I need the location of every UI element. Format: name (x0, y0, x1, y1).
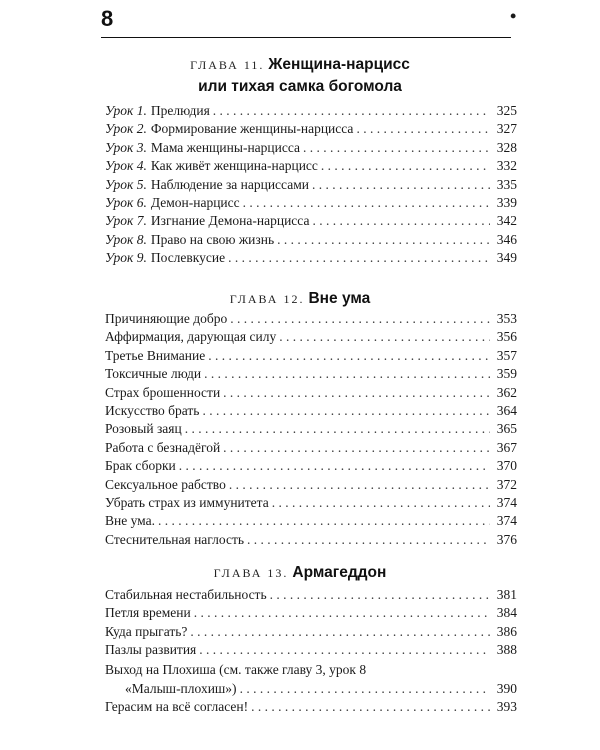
entry-title: Третье Внимание (105, 347, 206, 363)
toc-entry[interactable] (105, 531, 517, 549)
dot-leader (229, 476, 490, 494)
dot-leader (223, 439, 490, 457)
dot-leader (185, 420, 490, 438)
toc-entry[interactable] (105, 347, 517, 365)
dot-leader (240, 680, 490, 698)
entry-page: 335 (496, 176, 517, 192)
page-number: 8 (101, 6, 114, 31)
entry-title: Стеснительная наглость (105, 531, 245, 547)
dot-leader (194, 604, 490, 622)
entry-page: 384 (496, 605, 517, 621)
entry-title: Аффирмация, дарующая силу (105, 329, 277, 345)
entry-page: 327 (496, 121, 517, 137)
entry-title: Формирование женщины-нарцисса (150, 121, 354, 137)
entry-page: 353 (496, 311, 517, 326)
entry-page: 364 (496, 402, 517, 418)
toc-entry[interactable] (105, 212, 517, 230)
entry-page: 393 (496, 698, 517, 714)
entry-page: 362 (496, 384, 517, 400)
entry-page: 349 (496, 250, 517, 266)
toc-entry[interactable] (105, 623, 517, 641)
toc-entry[interactable] (105, 641, 517, 659)
entry-title: Убрать страх из иммунитета (105, 494, 269, 510)
chapter-12-title: Вне ума (308, 290, 371, 307)
entry-title: Демон-нарцисс (150, 194, 240, 210)
entry-page: 356 (496, 329, 517, 345)
entry-page: 374 (496, 513, 517, 529)
chapter-12-toc (105, 310, 517, 549)
entry-page: 328 (496, 139, 517, 155)
toc-entry[interactable] (105, 586, 517, 604)
entry-title: Выход на Плохиша (см. также главу 3, урок 8 (105, 661, 367, 677)
toc-entry[interactable] (105, 457, 517, 475)
dot-leader (279, 328, 490, 346)
entry-title: Изгнание Демона-нарцисса (150, 213, 310, 229)
entry-page: 372 (496, 476, 517, 492)
dot-leader (202, 402, 490, 420)
chapter-12-label: ГЛАВА 12. (229, 292, 305, 306)
entry-title: Пазлы развития (105, 642, 197, 658)
header-rule (101, 37, 511, 38)
dot-leader (179, 457, 490, 475)
entry-page: 370 (496, 458, 517, 474)
entry-page: 367 (496, 439, 517, 455)
entry-title: Страх брошенности (105, 384, 221, 400)
toc-entry[interactable] (105, 157, 517, 175)
toc-entry[interactable] (105, 698, 517, 716)
entry-title: Как живёт женщина-нарцисс (150, 158, 318, 174)
toc-entry[interactable] (105, 402, 517, 420)
dot-leader (247, 531, 490, 549)
dot-leader (228, 249, 490, 267)
entry-page: 376 (496, 531, 517, 547)
toc-entry[interactable] (105, 310, 517, 328)
entry-page: 346 (496, 231, 517, 247)
toc-entry[interactable] (105, 365, 517, 383)
dot-leader (213, 102, 490, 120)
toc-entry[interactable] (105, 439, 517, 457)
entry-page: 374 (496, 494, 517, 510)
entry-page: 390 (496, 680, 517, 696)
toc-entry[interactable] (105, 512, 517, 530)
dot-leader (303, 139, 490, 157)
lesson-label: Урок 2. (105, 121, 147, 137)
entry-title: Брак сборки (105, 458, 176, 474)
dot-leader (321, 157, 490, 175)
header-bullet: • (510, 6, 517, 26)
chapter-11-heading-line2 (0, 78, 600, 96)
lesson-label: Урок 9. (105, 250, 147, 266)
dot-leader (356, 120, 490, 138)
dot-leader (272, 494, 490, 512)
lesson-label: Урок 5. (105, 176, 147, 192)
dot-leader (270, 586, 490, 604)
entry-title: Прелюдия (150, 103, 210, 118)
entry-title: Герасим на всё согласен! (105, 698, 249, 714)
entry-title: Работа с безнадёгой (105, 439, 221, 455)
toc-entry[interactable] (105, 120, 517, 138)
toc-entry[interactable] (105, 139, 517, 157)
entry-page: 339 (496, 194, 517, 210)
dot-leader (208, 347, 490, 365)
dot-leader (277, 231, 490, 249)
entry-title: Сексуальное рабство (105, 476, 226, 492)
chapter-11-heading (0, 56, 600, 74)
chapter-13-label: ГЛАВА 13. (213, 566, 289, 580)
entry-title: Искусство брать (105, 402, 200, 418)
entry-page: 388 (496, 642, 517, 658)
lesson-label: Урок 4. (105, 158, 147, 174)
entry-page: 359 (496, 366, 517, 382)
entry-page: 325 (496, 103, 517, 118)
chapter-13-heading (0, 564, 600, 582)
toc-entry[interactable] (105, 328, 517, 346)
toc-entry[interactable] (105, 476, 517, 494)
dot-leader (312, 212, 490, 230)
entry-title: Вне ума. (105, 513, 155, 529)
toc-entry[interactable] (105, 176, 517, 194)
entry-title: Послевкусие (150, 250, 226, 266)
toc-entry[interactable] (105, 384, 517, 402)
entry-title: Стабильная нестабильность (105, 587, 267, 602)
dot-leader (251, 698, 490, 716)
entry-page: 365 (496, 421, 517, 437)
dot-leader (223, 384, 490, 402)
dot-leader (312, 176, 490, 194)
dot-leader (204, 365, 490, 383)
entry-title: Наблюдение за нарциссами (150, 176, 309, 192)
entry-title: Право на свою жизнь (150, 231, 275, 247)
lesson-label: Урок 7. (105, 213, 147, 229)
toc-entry[interactable] (105, 249, 517, 267)
toc-entry[interactable] (105, 660, 517, 680)
chapter-12-heading (0, 290, 600, 308)
lesson-label: Урок 3. (105, 139, 147, 155)
entry-title: Розовый заяц (105, 421, 182, 437)
lesson-label: Урок 6. (105, 194, 147, 210)
chapter-11-label: ГЛАВА 11. (190, 58, 265, 72)
entry-title: Куда прыгать? (105, 623, 188, 639)
entry-page: 386 (496, 623, 517, 639)
entry-page: 357 (496, 347, 517, 363)
entry-title: Причиняющие добро (105, 311, 228, 326)
entry-title: Петля времени (105, 605, 191, 621)
toc-entry[interactable] (105, 231, 517, 249)
entry-title: Мама женщины-нарцисса (150, 139, 301, 155)
chapter-11-toc (105, 102, 517, 268)
dot-leader (158, 512, 490, 530)
chapter-13-title: Армагеддон (292, 564, 387, 581)
dot-leader (230, 310, 490, 328)
toc-entry[interactable] (105, 494, 517, 512)
dot-leader (243, 194, 490, 212)
lesson-label: Урок 8. (105, 231, 147, 247)
entry-title: Токсичные люди (105, 366, 202, 382)
toc-entry[interactable] (105, 194, 517, 212)
dot-leader (190, 623, 490, 641)
entry-page: 381 (496, 587, 517, 602)
toc-entry[interactable] (105, 102, 517, 120)
chapter-11-title-line1: Женщина-нарцисс (268, 56, 410, 73)
toc-entry[interactable] (105, 604, 517, 622)
entry-page: 332 (496, 158, 517, 174)
lesson-label: Урок 1. (105, 103, 147, 118)
dot-leader (199, 641, 490, 659)
toc-entry[interactable] (105, 420, 517, 438)
chapter-11-title-line2: или тихая самка богомола (198, 78, 402, 95)
toc-entry-continued[interactable] (105, 680, 517, 698)
entry-title: «Малыш-плохиш») (125, 680, 237, 696)
chapter-13-toc (105, 586, 517, 716)
entry-page: 342 (496, 213, 517, 229)
